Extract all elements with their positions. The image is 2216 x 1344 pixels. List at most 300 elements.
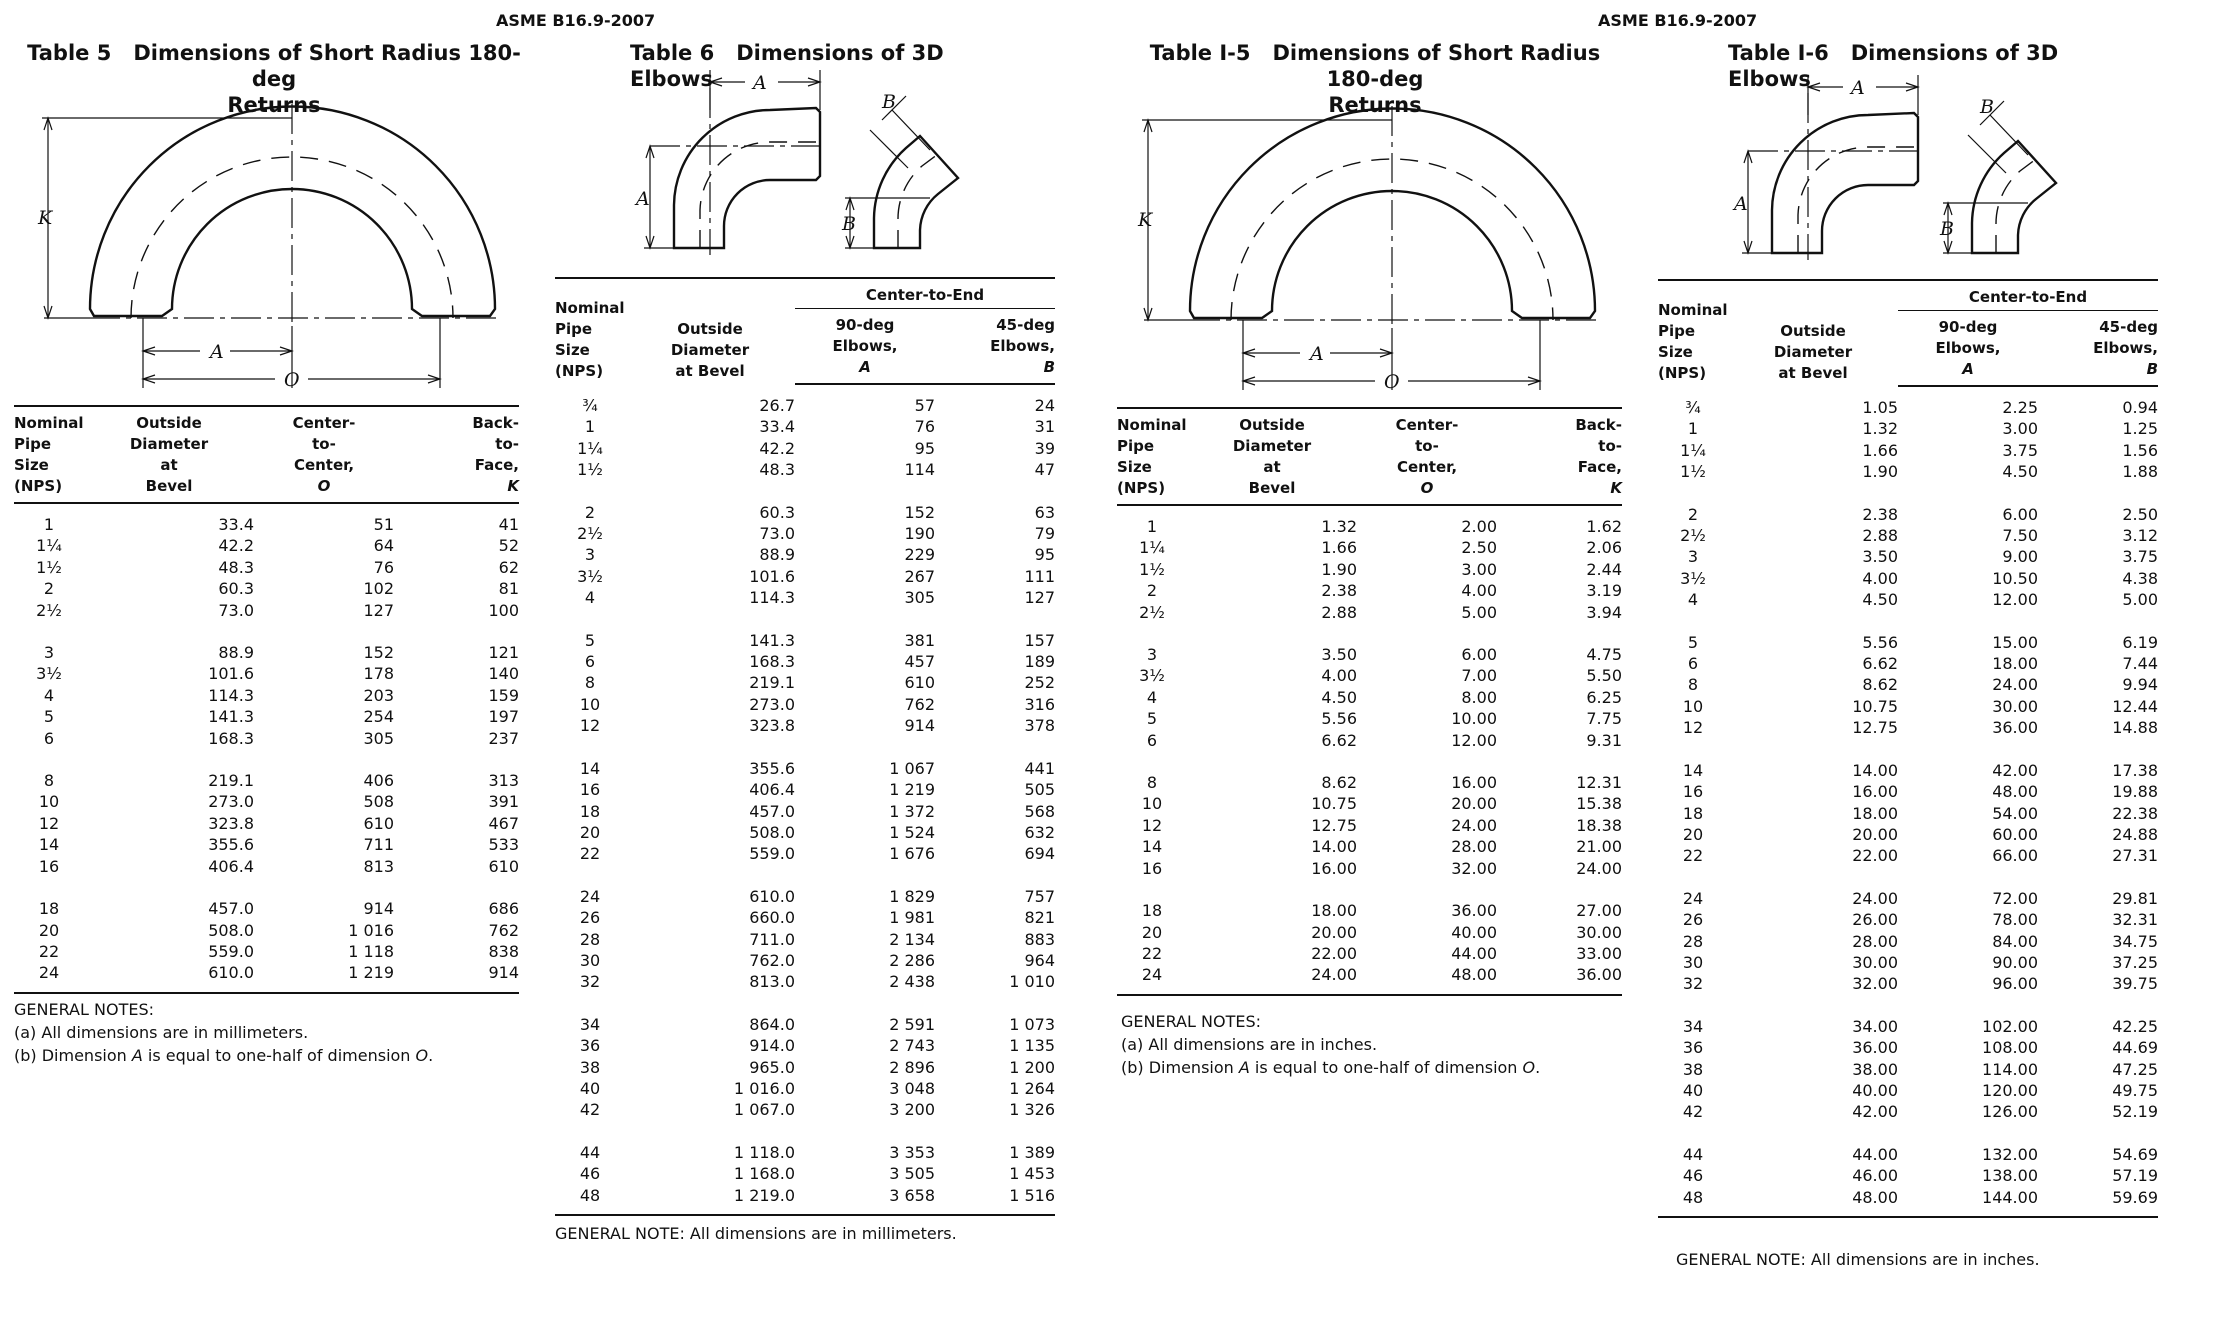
table6-title-text: Dimensions of 3D Elbows <box>630 41 944 91</box>
cell-center: 1 524 <box>889 822 935 842</box>
table-row <box>555 523 1055 544</box>
cell-center: 114 <box>904 460 935 480</box>
cell-outside-diameter: 4.50 <box>1862 590 1898 610</box>
cell-nps: 26 <box>1682 910 1704 930</box>
table-row <box>1658 1037 2158 1058</box>
cell-end: 883 <box>1024 929 1055 949</box>
cell-center: 229 <box>904 545 935 565</box>
cell-center: 44.00 <box>1451 943 1497 963</box>
cell-nps: 1 <box>1687 419 1699 439</box>
cell-center: 2.50 <box>1461 538 1497 558</box>
cell-center: 203 <box>363 685 394 705</box>
standard-header-right: ASME B16.9-2007 <box>1598 11 1758 30</box>
cell-center: 1 067 <box>889 758 935 778</box>
cell-nps: 20 <box>579 822 601 842</box>
table-row <box>1658 995 2158 1037</box>
cell-center: 48.00 <box>1992 782 2038 802</box>
cell-outside-diameter: 22.00 <box>1311 943 1357 963</box>
cell-center: 152 <box>363 643 394 663</box>
tableI6-note: GENERAL NOTE: All dimensions are in inches. <box>1676 1250 2040 1269</box>
cell-outside-diameter: 88.9 <box>759 545 795 565</box>
center-to-end-header: Center-to-End <box>795 278 1055 309</box>
table-row <box>1658 696 2158 717</box>
cell-end: 5.50 <box>1586 666 1622 686</box>
cell-outside-diameter: 60.3 <box>218 579 254 599</box>
col-header-90deg: 90-deg Elbows, A <box>1898 311 2038 387</box>
cell-end: 33.00 <box>1576 943 1622 963</box>
table-row <box>555 993 1055 1035</box>
cell-center: 24.00 <box>1992 675 2038 695</box>
cell-nps: 36 <box>579 1036 601 1056</box>
elbow-45-body <box>874 136 958 248</box>
cell-end: 52 <box>498 536 519 556</box>
cell-center: 42.00 <box>1992 760 2038 780</box>
cell-center: 406 <box>363 771 394 791</box>
cell-center: 190 <box>904 524 935 544</box>
table6-number: Table 6 <box>630 41 715 65</box>
cell-center: 76 <box>373 557 394 577</box>
table-row <box>1117 751 1622 793</box>
cell-end: 21.00 <box>1576 837 1622 857</box>
cell-end: 14.88 <box>2112 718 2158 738</box>
table-row <box>1117 815 1622 836</box>
cell-outside-diameter: 355.6 <box>208 835 254 855</box>
cell-center: 2.25 <box>2002 398 2038 417</box>
cell-nps: 28 <box>1682 931 1704 951</box>
col-header-od: Outside Diameter at Bevel <box>670 320 750 380</box>
cell-center: 90.00 <box>1992 952 2038 972</box>
cell-end: 441 <box>1024 758 1055 778</box>
table-row <box>1658 568 2158 589</box>
cell-end: 127 <box>1024 588 1055 608</box>
cell-end: 686 <box>488 899 519 919</box>
cell-outside-diameter: 33.4 <box>759 417 795 437</box>
cell-end: 47 <box>1034 460 1055 480</box>
cell-end: 3.75 <box>2122 547 2158 567</box>
table-row <box>555 801 1055 822</box>
table-row <box>14 663 519 684</box>
cell-nps: 22 <box>1141 943 1163 963</box>
cell-outside-diameter: 18.00 <box>1852 803 1898 823</box>
cell-end: 6.25 <box>1586 687 1622 707</box>
table-row <box>555 907 1055 928</box>
cell-outside-diameter: 101.6 <box>208 664 254 684</box>
table-row <box>1658 440 2158 461</box>
cell-nps: 34 <box>1682 1016 1704 1036</box>
cell-nps: 4 <box>43 685 55 705</box>
cell-center: 305 <box>363 728 394 748</box>
table-row <box>14 503 519 535</box>
cell-center: 15.00 <box>1992 632 2038 652</box>
cell-nps: 30 <box>1682 952 1704 972</box>
cell-end: 49.75 <box>2112 1080 2158 1100</box>
cell-outside-diameter: 457.0 <box>749 801 795 821</box>
cell-nps: 5 <box>1687 632 1699 652</box>
tableI5-data <box>1117 407 1622 996</box>
cell-center: 7.50 <box>2002 526 2038 546</box>
cell-outside-diameter: 273.0 <box>749 694 795 714</box>
cell-nps: 10 <box>1141 794 1163 814</box>
table-row <box>14 706 519 727</box>
cell-outside-diameter: 16.00 <box>1852 782 1898 802</box>
cell-end: 1.62 <box>1586 517 1622 536</box>
cell-outside-diameter: 914.0 <box>749 1036 795 1056</box>
cell-end: 3.12 <box>2122 526 2158 546</box>
cell-center: 457 <box>904 652 935 672</box>
cell-end: 81 <box>498 579 519 599</box>
cell-outside-diameter: 219.1 <box>208 771 254 791</box>
cell-nps: 3 <box>1687 547 1699 567</box>
table-row <box>555 459 1055 480</box>
cell-nps: 1½ <box>1680 462 1706 482</box>
cell-end: 100 <box>488 600 519 620</box>
cell-end: 34.75 <box>2112 931 2158 951</box>
cell-nps: 1 <box>584 417 596 437</box>
cell-center: 126.00 <box>1982 1102 2038 1122</box>
cell-center: 132.00 <box>1982 1144 2038 1164</box>
cell-outside-diameter: 6.62 <box>1862 654 1898 674</box>
cell-nps: 3½ <box>1139 666 1165 686</box>
col-header-od: Outside Diameter at Bevel <box>84 406 254 503</box>
table-row <box>1658 1101 2158 1122</box>
cell-nps: 14 <box>38 835 60 855</box>
col-header-45deg: 45-deg Elbows, B <box>935 309 1055 385</box>
table-row <box>1117 687 1622 708</box>
table-row <box>1658 386 2158 418</box>
cell-outside-diameter: 1.05 <box>1862 397 1898 417</box>
table-row <box>555 651 1055 672</box>
cell-end: 19.88 <box>2112 782 2158 802</box>
cell-center: 610 <box>363 813 394 833</box>
table-row <box>1658 1059 2158 1080</box>
cell-outside-diameter: 114.3 <box>749 588 795 608</box>
table-row <box>14 728 519 749</box>
cell-end: 24 <box>1034 396 1055 415</box>
cell-nps: 20 <box>1141 922 1163 942</box>
cell-end: 9.31 <box>1586 730 1622 750</box>
cell-nps: 16 <box>38 856 60 876</box>
tableI5-number: Table I-5 <box>1149 41 1251 65</box>
cell-nps: 1 <box>1146 517 1158 536</box>
table-row <box>14 578 519 599</box>
table-row <box>555 822 1055 843</box>
col-header-back: Back- to- Face, K <box>394 406 519 503</box>
cell-center: 20.00 <box>1451 794 1497 814</box>
cell-end: 838 <box>488 941 519 961</box>
cell-nps: 16 <box>1682 782 1704 802</box>
cell-outside-diameter: 10.75 <box>1311 794 1357 814</box>
cell-end: 568 <box>1024 801 1055 821</box>
cell-nps: 6 <box>1687 654 1699 674</box>
cell-center: 72.00 <box>1992 888 2038 908</box>
cell-end: 59.69 <box>2038 1187 2158 1217</box>
cell-outside-diameter: 1.90 <box>1862 462 1898 482</box>
cell-outside-diameter: 48.00 <box>1728 1187 1898 1217</box>
dim-b-top-label: B <box>882 91 896 113</box>
cell-nps: 32 <box>1682 974 1704 994</box>
cell-nps: 8 <box>584 673 596 693</box>
table-row <box>1658 867 2158 909</box>
tableI5-title-line1: Dimensions of Short Radius 180-deg <box>1272 41 1601 91</box>
cell-center: 2 134 <box>889 929 935 949</box>
cell-center: 54.00 <box>1992 803 2038 823</box>
cell-end: 52.19 <box>2112 1102 2158 1122</box>
table-row <box>555 1121 1055 1163</box>
cell-center: 18.00 <box>1992 654 2038 674</box>
cell-nps: 22 <box>579 844 601 864</box>
cell-outside-diameter: 965.0 <box>749 1057 795 1077</box>
col-header-nps: Nominal Pipe Size (NPS) <box>555 299 625 380</box>
cell-outside-diameter: 1.32 <box>1321 517 1357 536</box>
cell-outside-diameter: 1 118.0 <box>733 1142 795 1162</box>
cell-outside-diameter: 28.00 <box>1852 931 1898 951</box>
cell-end: 54.69 <box>2112 1144 2158 1164</box>
cell-nps: 2½ <box>36 600 62 620</box>
table-row <box>1658 803 2158 824</box>
table5-data <box>14 405 519 994</box>
cell-outside-diameter: 42.2 <box>218 536 254 556</box>
cell-center: 114.00 <box>1982 1059 2038 1079</box>
cell-end: 316 <box>1024 694 1055 714</box>
cell-nps: 6 <box>1146 730 1158 750</box>
cell-outside-diameter: 219.1 <box>749 673 795 693</box>
cell-end: 1 264 <box>1009 1078 1055 1098</box>
cell-outside-diameter: 12.75 <box>1311 815 1357 835</box>
cell-end: 7.44 <box>2122 654 2158 674</box>
cell-end: 1 326 <box>1009 1100 1055 1120</box>
table-row <box>555 1099 1055 1120</box>
cell-nps: 10 <box>38 792 60 812</box>
cell-nps: 4 <box>1687 590 1699 610</box>
cell-end: 18.38 <box>1576 815 1622 835</box>
cell-nps: 2 <box>1687 504 1699 524</box>
col-header-center: Center- to- Center, O <box>254 406 394 503</box>
cell-nps: 1¼ <box>1680 440 1706 460</box>
cell-end: 1.88 <box>2122 462 2158 482</box>
table-row <box>555 1185 1055 1215</box>
table-row <box>1658 739 2158 781</box>
cell-nps: 48 <box>1658 1187 1728 1217</box>
cell-nps: 38 <box>1682 1059 1704 1079</box>
cell-end: 1 135 <box>1009 1036 1055 1056</box>
dim-a-top-label: A <box>753 72 767 94</box>
cell-center: 3.00 <box>2002 419 2038 439</box>
cell-outside-diameter: 273.0 <box>208 792 254 812</box>
table-row <box>1658 611 2158 653</box>
cell-end: 757 <box>1024 886 1055 906</box>
cell-end: 1 389 <box>1009 1142 1055 1162</box>
cell-outside-diameter: 14.00 <box>1852 760 1898 780</box>
table-row <box>1658 717 2158 738</box>
col-header-od: Outside Diameter at Bevel <box>1187 408 1357 505</box>
cell-center: 12.00 <box>1992 590 2038 610</box>
table-row <box>1117 964 1622 994</box>
note-a: (a) All dimensions are in millimeters. <box>14 1023 309 1042</box>
cell-center: 178 <box>363 664 394 684</box>
cell-nps: 12 <box>579 716 601 736</box>
cell-outside-diameter: 36.00 <box>1852 1038 1898 1058</box>
cell-nps: 18 <box>38 899 60 919</box>
cell-end: 914 <box>394 962 519 992</box>
dim-a-side-label: A <box>1734 193 1748 215</box>
tableI5-title-line2: Returns <box>1328 93 1422 117</box>
cell-end: 111 <box>1024 566 1055 586</box>
cell-outside-diameter: 4.00 <box>1321 666 1357 686</box>
table-row <box>1658 931 2158 952</box>
cell-end: 157 <box>1024 630 1055 650</box>
cell-end: 610 <box>488 856 519 876</box>
table-row <box>1658 1080 2158 1101</box>
table-row <box>1117 879 1622 921</box>
cell-nps: 12 <box>1682 718 1704 738</box>
cell-center: 1 372 <box>889 801 935 821</box>
cell-end: 1.56 <box>2122 440 2158 460</box>
cell-outside-diameter: 32.00 <box>1852 974 1898 994</box>
col-header-nps: Nominal Pipe Size (NPS) <box>1117 408 1187 505</box>
table5-title-line1: Dimensions of Short Radius 180-deg <box>133 41 521 91</box>
cell-end: 4.75 <box>1586 645 1622 665</box>
table-row <box>1658 589 2158 610</box>
cell-nps: 1½ <box>1139 559 1165 579</box>
cell-center: 508 <box>363 792 394 812</box>
cell-nps: 3 <box>1146 645 1158 665</box>
table-row <box>555 1078 1055 1099</box>
cell-outside-diameter: 406.4 <box>208 856 254 876</box>
cell-center: 1 829 <box>889 886 935 906</box>
cell-center: 66.00 <box>1992 846 2038 866</box>
cell-nps: 40 <box>579 1078 601 1098</box>
cell-center: 8.00 <box>1461 687 1497 707</box>
cell-outside-diameter: 5.56 <box>1862 632 1898 652</box>
cell-outside-diameter: 610.0 <box>84 962 254 992</box>
cell-nps: 22 <box>1682 846 1704 866</box>
cell-center: 1 016 <box>348 920 394 940</box>
note-a: (a) All dimensions are in inches. <box>1121 1035 1378 1054</box>
cell-center: 2 896 <box>889 1057 935 1077</box>
cell-center: 108.00 <box>1982 1038 2038 1058</box>
tableI6-number: Table I-6 <box>1728 41 1829 65</box>
cell-center: 4.00 <box>1461 581 1497 601</box>
cell-end: 694 <box>1024 844 1055 864</box>
dim-o-label: O <box>1384 371 1400 393</box>
table-row <box>1117 793 1622 814</box>
cell-end: 140 <box>488 664 519 684</box>
dim-a-top-label: A <box>1851 77 1865 99</box>
dim-b-side-label: B <box>842 213 856 235</box>
table-row <box>1658 973 2158 994</box>
cell-end: 37.25 <box>2112 952 2158 972</box>
cell-end: 6.19 <box>2122 632 2158 652</box>
cell-end: 32.31 <box>2112 910 2158 930</box>
cell-end: 95 <box>1034 545 1055 565</box>
cell-outside-diameter: 73.0 <box>759 524 795 544</box>
cell-end: 4.38 <box>2122 568 2158 588</box>
table-row <box>14 962 519 992</box>
cell-nps: 4 <box>1146 687 1158 707</box>
table-row <box>555 566 1055 587</box>
cell-end: 159 <box>488 685 519 705</box>
table-row <box>555 1035 1055 1056</box>
table-row <box>1658 1187 2158 1217</box>
cell-end: 62 <box>498 557 519 577</box>
cell-center: 16.00 <box>1451 773 1497 793</box>
cell-nps: 3½ <box>1680 568 1706 588</box>
cell-nps: 10 <box>579 694 601 714</box>
cell-outside-diameter: 8.62 <box>1321 773 1357 793</box>
cell-end: 1 516 <box>935 1185 1055 1215</box>
table-row <box>555 694 1055 715</box>
table-row <box>14 813 519 834</box>
cell-end: 3.94 <box>1586 602 1622 622</box>
cell-center: 57 <box>914 396 935 415</box>
table-row <box>1117 602 1622 623</box>
cell-nps: 24 <box>14 962 84 992</box>
cell-center: 10.00 <box>1451 709 1497 729</box>
cell-center: 1 219 <box>889 780 935 800</box>
cell-outside-diameter: 24.00 <box>1187 964 1357 994</box>
cell-outside-diameter: 88.9 <box>218 643 254 663</box>
cell-center: 78.00 <box>1992 910 2038 930</box>
cell-outside-diameter: 42.2 <box>759 438 795 458</box>
cell-outside-diameter: 3.50 <box>1862 547 1898 567</box>
cell-end: 2.50 <box>2122 504 2158 524</box>
cell-center: 96.00 <box>1992 974 2038 994</box>
table-row <box>1117 858 1622 879</box>
cell-end: 36.00 <box>1497 964 1622 994</box>
cell-outside-diameter: 5.56 <box>1321 709 1357 729</box>
cell-outside-diameter: 864.0 <box>749 1014 795 1034</box>
table-row <box>1658 952 2158 973</box>
table-row <box>1117 623 1622 665</box>
cell-end: 31 <box>1034 417 1055 437</box>
cell-center: 40.00 <box>1451 922 1497 942</box>
cell-center: 48.00 <box>1357 964 1497 994</box>
cell-center: 6.00 <box>1461 645 1497 665</box>
table-row <box>1117 943 1622 964</box>
cell-nps: ¾ <box>1685 397 1701 417</box>
cell-end: 79 <box>1034 524 1055 544</box>
table-row <box>555 843 1055 864</box>
cell-center: 95 <box>914 438 935 458</box>
table-row <box>555 672 1055 693</box>
cell-center: 28.00 <box>1451 837 1497 857</box>
cell-nps: 8 <box>1687 675 1699 695</box>
table-row <box>14 877 519 919</box>
cell-nps: 16 <box>1141 858 1163 878</box>
cell-end: 63 <box>1034 502 1055 522</box>
table-row <box>555 587 1055 608</box>
dim-a-side-label: A <box>636 188 650 210</box>
cell-nps: 40 <box>1682 1080 1704 1100</box>
cell-end: 1 200 <box>1009 1057 1055 1077</box>
cell-outside-diameter: 762.0 <box>749 950 795 970</box>
table-row <box>14 749 519 791</box>
cell-center: 76 <box>914 417 935 437</box>
cell-outside-diameter: 20.00 <box>1311 922 1357 942</box>
cell-nps: 5 <box>584 630 596 650</box>
table-row <box>1117 730 1622 751</box>
cell-outside-diameter: 3.50 <box>1321 645 1357 665</box>
cell-nps: 6 <box>584 652 596 672</box>
cell-end: 3.19 <box>1586 581 1622 601</box>
table-row <box>1658 824 2158 845</box>
notes-title: GENERAL NOTES: <box>1121 1012 1261 1031</box>
cell-center: 64 <box>373 536 394 556</box>
cell-end: 467 <box>488 813 519 833</box>
cell-outside-diameter: 73.0 <box>218 600 254 620</box>
cell-end: 17.38 <box>2112 760 2158 780</box>
cell-nps: 24 <box>1117 964 1187 994</box>
